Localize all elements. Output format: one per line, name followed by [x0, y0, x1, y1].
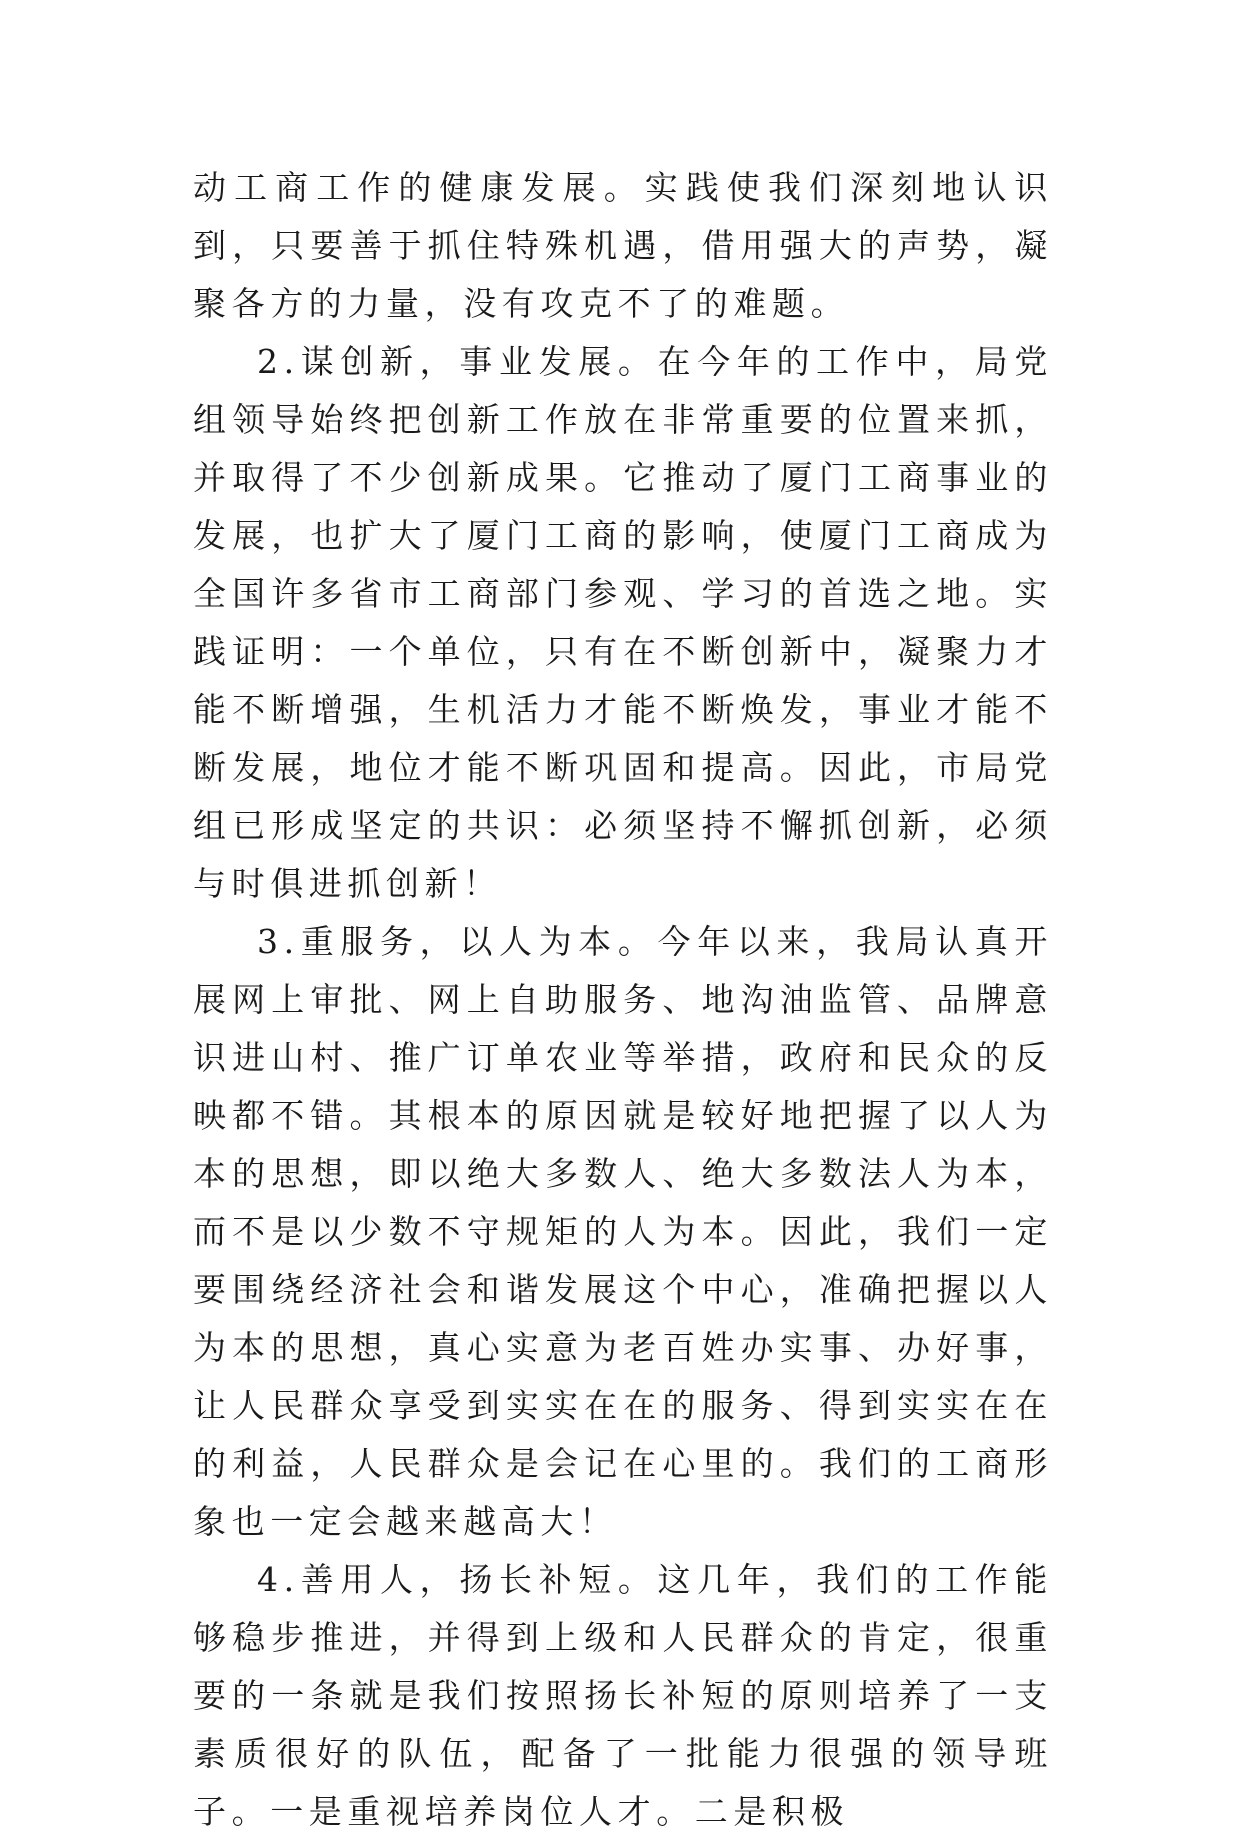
- paragraph-innovation: 2.谋创新，事业发展。在今年的工作中，局党组领导始终把创新工作放在非常重要的位置来抓，并取得了不少创新成果。它推动了厦门工商事业的发展，也扩大了厦门工商的影响，使厦门工商成为全国许多省市工商部门参观、学习的首选之地。实践证明：一个单位，只有在不断创新中，凝聚力才能不断增强，生机活力才能不断焕发，事业才能不断发展，地位才能不断巩固和提高。因此，市局党组已形成坚定的共识：必须坚持不懈抓创新，必须与时俱进抓创新！: [193, 342, 1053, 903]
- paragraph-personnel: 4.善用人，扬长补短。这几年，我们的工作能够稳步推进，并得到上级和人民群众的肯定，很重要的一条就是我们按照扬长补短的原则培养了一支素质很好的队伍，配备了一批能力很强的领导班子。一是重视培养岗位人才。二是积极: [193, 1560, 1053, 1831]
- paragraph-service: 3.重服务，以人为本。今年以来，我局认真开展网上审批、网上自助服务、地沟油监管、品牌意识进山村、推广订单农业等举措，政府和民众的反映都不错。其根本的原因就是较好地把握了以人为本的思想，即以绝大多数人、绝大多数法人为本，而不是以少数不守规矩的人为本。因此，我们一定要围绕经济社会和谐发展这个中心，准确把握以人为本的思想，真心实意为老百姓办实事、办好事，让人民群众享受到实实在在的服务、得到实实在在的利益，人民群众是会记在心里的。我们的工商形象也一定会越来越高大！: [193, 922, 1053, 1541]
- paragraph-continuation: 动工商工作的健康发展。实践使我们深刻地认识到，只要善于抓住特殊机遇，借用强大的声势，凝聚各方的力量，没有攻克不了的难题。: [193, 168, 1053, 323]
- document-body: [193, 159, 1053, 1841]
